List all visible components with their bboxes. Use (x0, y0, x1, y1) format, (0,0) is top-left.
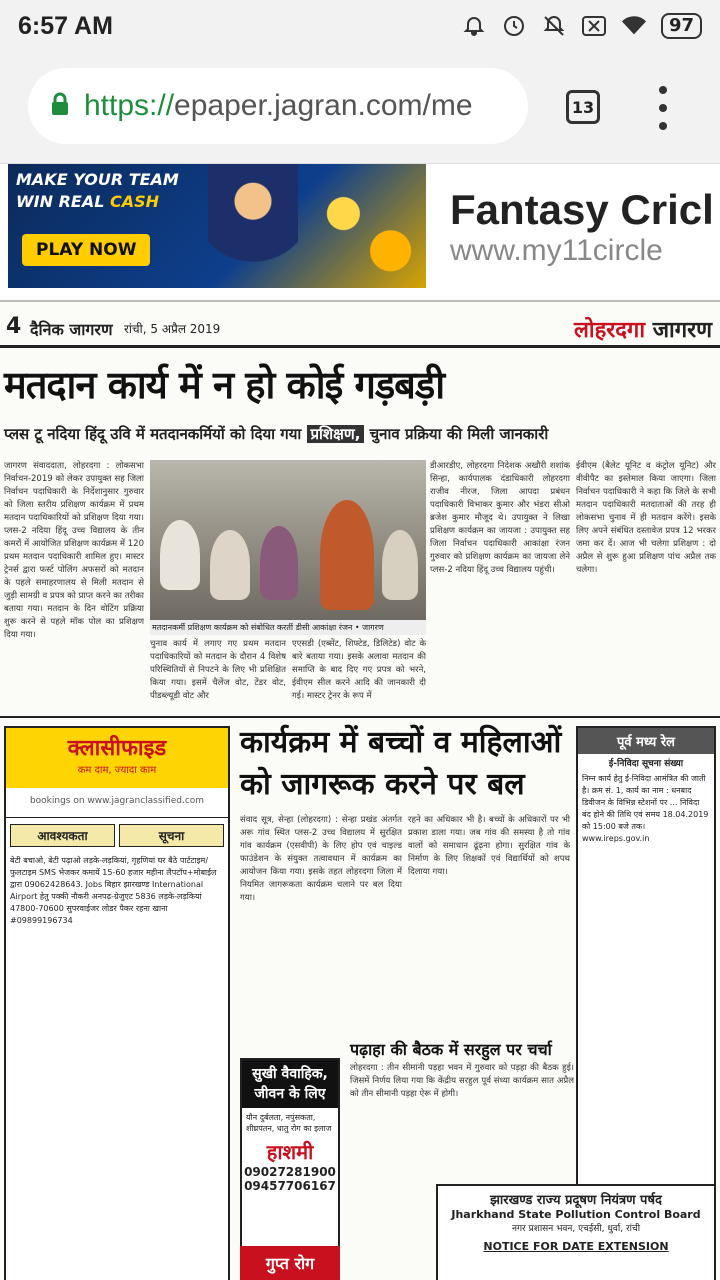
classified-brand: क्लासीफाइड (67, 736, 167, 761)
article-col-3[interactable]: डीआरडीए, लोहरदगा निदेशक अखौरी शशांक सिन्हा, कार्यपालक दंडाधिकारी लोहरदगा राजीव नीरज, जिला आपदा प्रबंधन पदाधिकारी विभाकर कुमार और भंडरा सीओ ब्रजेश कुमार मौजूद थे। उपायुक्त ने लिखा प्रशिक्षण कार्यक्रम का जायजा : उपायुक्त सह जिला निर्वाचन पदाधिकारी आकांक्षा रंजन गुरुवार को प्रशिक्षण कार्यक्रम का जायजा लेने प्लस-2 नदिया हिंदू उच्च विद्यालय पहुंची। (430, 461, 570, 575)
third-headline[interactable]: पढ़ाहा की बैठक में सरहुल पर चर्चा (350, 1040, 552, 1059)
matrimonial-ad-body: यौन दुर्बलता, नपुंसकता, शीघ्रपतन, धातु रोग का इलाज (246, 1113, 332, 1133)
url-scheme: https:// (84, 89, 175, 122)
below-photo-col-2[interactable]: एएसडी (एब्सेंट, शिफ्टेड, डिलिटेड) वोट के बारे बताया गया। इसके अलावा मतदान की समाप्ति के बाद दिए गए प्रपत्र को भरने, ईवीएम सील करने आदि की जानकारी दी गई। मास्टर ट्रेनर के रूप में (292, 639, 426, 701)
main-headline[interactable]: मतदान कार्य में न हो कोई गड़बड़ी (4, 363, 445, 407)
ad-coins (308, 164, 426, 288)
classified-section-notice: सूचना (119, 824, 224, 847)
close-box-icon (581, 13, 607, 39)
url-text[interactable] (84, 89, 473, 123)
board-notice-title: NOTICE FOR DATE EXTENSION (483, 1240, 669, 1253)
ad-player-figure (208, 164, 298, 288)
clock-icon (501, 13, 527, 39)
matrimonial-ad[interactable] (240, 1058, 340, 1278)
below-photo-col-1[interactable]: चुनाव कार्य में लगाए गए प्रथम मतदान पदाधिकारियों को मतदान के दौरान 4 विशेष परिस्थितियों से निपटने के लिए भी प्रशिक्षित किया गया। इसमें चैलेंज वोट, टेंडर वोट, पीडब्ल्यूडी वोट और (150, 639, 286, 701)
railway-notice-title: पूर्व मध्य रेल (578, 728, 714, 754)
railway-notice-body: निम्न कार्य हेतु ई-निविदा आमंत्रित की जाती है। क्रम सं. 1, कार्य का नाम : धनबाद डिवीजन के विभिन्न स्टेशनों पर ... निविदा बंद होने की तिथि एवं समय 18.04.2019 को 15:00 बजे तक। www.ireps.gov.in (582, 774, 709, 843)
url-host: epaper.jagran.com/me (174, 89, 473, 122)
matrimonial-ad-head: सुखी वैवाहिक, जीवन के लिए (242, 1060, 338, 1108)
status-time: 6:57 AM (18, 11, 113, 40)
notification-icon (461, 13, 487, 39)
status-bar (0, 0, 720, 52)
article-col-1[interactable]: जागरण संवाददाता, लोहरदगा : लोकसभा निर्वाचन-2019 को लेकर उपायुक्त सह जिला निर्वाचन पदाधिकारी के निर्देशानुसार गुरुवार को जिला स्तरीय प्रशिक्षण कार्यक्रम में प्रथम मतदान पदाधिकारियों को प्रशिक्षण दिया गया। प्लस-2 नदिया हिंदू उच्च विद्यालय के तीन कमरों में आयोजित प्रशिक्षण कार्यक्रम में 120 प्रथम मतदान पदाधिकारी शामिल हुए। मास्टर ट्रेनर्स द्वारा फर्स्ट पोलिंग अफसरों को मतदान के पहले समाहरणालय से मिली मतदान से जुड़ी सामग्री व प्रपत्र को प्राप्त करने का तरीका बताया गया। मतदान के दिन वोटिंग प्रक्रिया शुरू करने से पहले मॉक पोल का प्रशिक्षण दिया गया। (4, 461, 144, 640)
railway-notice-sub: ई-निविदा सूचना संख्या (608, 759, 684, 769)
board-address: नगर प्रशासन भवन, एचईसी, धुर्वा, रांची (511, 1224, 641, 1234)
paper-name: दैनिक जागरण (30, 320, 113, 339)
matrimonial-ad-phone-1: 09027281900 (244, 1165, 336, 1179)
page-content[interactable] (0, 164, 720, 1280)
classified-header (6, 728, 228, 788)
article-col-4[interactable]: ईवीएम (बैलेट यूनिट व कंट्रोल यूनिट) और वीवीपैट का इस्तेमाल किया जाएगा। जिला निर्वाचन पदाधिकारी ने कहा कि जिले के सभी मतदान पदाधिकारी मतदाताओं की तरह ही लोकसभा चुनाव में ही मतदान करेंगे। इसके लिए अपने संबंधित दस्तावेज प्रपत्र 12 भरकर जमा कर दें। आज भी चलेगा प्रशिक्षण : दो अप्रैल से शुरू हुआ प्रशिक्षण पांच अप्रैल तक चलेगा। (576, 461, 716, 575)
third-article-body[interactable]: लोहरदगा : तीन सीमानी पड़हा भवन में गुरुवार को पड़हा की बैठक हुई। जिसमें निर्णय लिया गया कि केंद्रीय सरहुल पूर्व संध्या कार्यक्रम सात अप्रैल को तीन सीमानी पड़हा ऐरू में होगी। (350, 1063, 574, 1099)
edition-date: रांची, 5 अप्रैल 2019 (124, 322, 221, 336)
address-bar[interactable] (28, 68, 528, 144)
photo-caption: मतदानकर्मी प्रशिक्षण कार्यक्रम को संबोधित करतीं डीसी आकांक्षा रंजन • जागरण (150, 620, 426, 635)
lock-icon[interactable] (50, 92, 70, 120)
status-icons (461, 13, 702, 39)
ad-url[interactable]: www.my11circle (450, 234, 663, 267)
classified-body: बेटी बचाओ, बेटी पढ़ाओ लड़के-लड़कियां, गृहणियां घर बैठे पार्टटाइम/फुलटाइम SMS भेजकर कमायें 15-60 हजार महीना लैपटॉप+मोबाईल द्वारा 09062428643. Jobs बिहार झारखण्ड International Airport हेतु पक्की नौकरी अनपढ़-ग्रेजुएट 5836 लड़के-लड़कियां 47800-70600 सुपरवाईजर लोडर पैकर रहना खाना #09899196734 (10, 856, 217, 925)
main-subhead: प्लस टू नदिया हिंदू उवि में मतदानकर्मियों को दिया गया प्रशिक्षण, चुनाव प्रक्रिया की मिली जानकारी (4, 425, 549, 443)
second-article-col-2[interactable]: रहने का अधिकार भी है। बच्चों के अधिकारों पर भी प्रकाश डाला गया। जब गांव की समस्या है तो गांव वालों को समाधान ढूंढ़ना होगा। सुरक्षित गांव के निर्माण के लिए शिक्षकों एवं विद्यार्थियों को शपथ दिलाया गया। (408, 815, 570, 877)
article-photo[interactable] (150, 460, 426, 620)
ad-play-now-button[interactable]: PLAY NOW (22, 234, 150, 266)
masthead (0, 314, 720, 348)
battery-level: 97 (661, 13, 702, 39)
matrimonial-ad-footer[interactable]: गुप्त रोग (240, 1246, 340, 1280)
mute-icon (541, 13, 567, 39)
second-headline[interactable]: कार्यक्रम में बच्चों व महिलाओं को जागरूक करने पर बल (240, 725, 562, 802)
ad-line2: WIN REAL CASH (16, 192, 160, 211)
classified-sections (6, 818, 228, 853)
overflow-menu-icon[interactable] (650, 86, 676, 130)
matrimonial-ad-brand: हाशमी (266, 1140, 314, 1164)
ad-banner[interactable] (8, 164, 720, 288)
tab-switcher-button[interactable]: 13 (566, 90, 600, 124)
classified-section-requirement: आवश्यकता (10, 824, 115, 847)
second-article-col-1[interactable]: संवाद सूत्र, सेन्हा (लोहरदगा) : सेन्हा प्रखंड अंतर्गत अरू गांव स्थित प्लस-2 उच्च विद्यालय में सुरक्षित गांव कार्यक्रम (एसवीपी) के लिए होप एवं चाइल्ड फाउंडेशन के संयुक्त तत्वावधान में कार्यक्रम का आयोजन किया गया। इसके तहत लोहरदगा जिला में नियमित जागरूकता कार्यक्रम चलाने पर बल दिया गया। (240, 815, 402, 903)
ad-title[interactable]: Fantasy Cricl (450, 186, 714, 233)
classified-box[interactable] (4, 726, 230, 1280)
matrimonial-ad-phone-2: 09457706167 (244, 1179, 336, 1193)
ad-line1: MAKE YOUR TEAM (16, 170, 179, 189)
classified-tagline: कम दाम, ज्यादा काम (77, 765, 157, 776)
section-divider (0, 716, 720, 718)
browser-toolbar (0, 52, 720, 164)
page-number: 4 (6, 314, 22, 339)
epaper-page[interactable] (0, 300, 720, 1280)
classified-icons-strip: bookings on www.jagranclassified.com (6, 788, 228, 818)
ad-image[interactable] (8, 164, 426, 288)
wifi-icon (621, 13, 647, 39)
board-title-hindi: झारखण्ड राज्य प्रदूषण नियंत्रण पर्षद (490, 1193, 662, 1208)
board-title-english: Jharkhand State Pollution Control Board (451, 1208, 701, 1221)
edition-title: लोहरदगा जागरण (573, 318, 712, 343)
pollution-board-notice[interactable] (436, 1184, 716, 1280)
